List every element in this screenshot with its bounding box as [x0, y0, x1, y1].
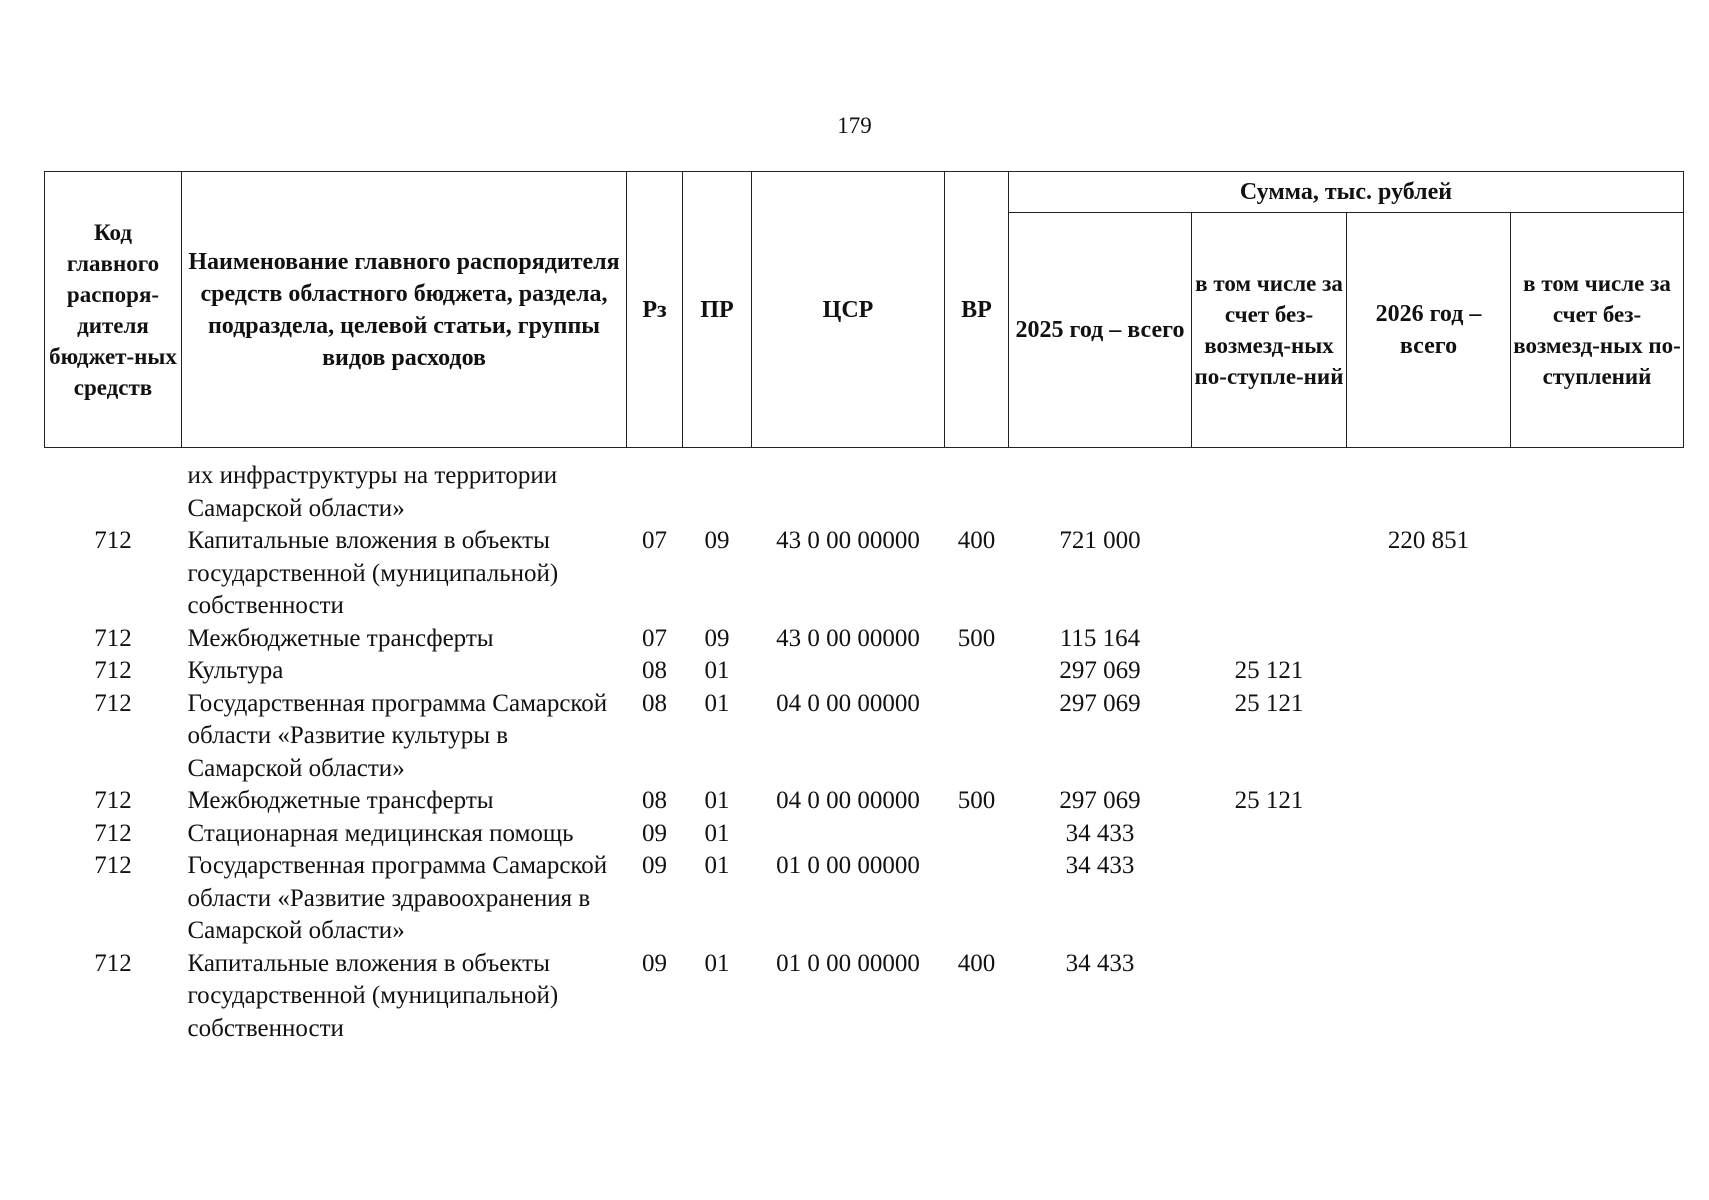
cell-2026-total	[1347, 655, 1511, 688]
cell-csr: 04 0 00 00000	[776, 787, 920, 814]
cell-2025-total: 34 433	[1065, 852, 1135, 879]
cell-csr	[752, 655, 945, 688]
budget-table	[44, 171, 1684, 1045]
cell-2026-gratuitous	[1511, 785, 1684, 818]
cell-2026-total	[1347, 785, 1511, 818]
cell-2026-gratuitous	[1511, 623, 1684, 656]
cell-rz	[627, 448, 683, 526]
header-sum: Сумма, тыс. рублей	[1009, 172, 1684, 213]
cell-2026-gratuitous	[1511, 525, 1684, 623]
cell-2025-total	[1009, 448, 1192, 526]
cell-rz: 07	[642, 527, 667, 554]
cell-2026-gratuitous	[1511, 948, 1684, 1046]
cell-rz: 07	[642, 624, 667, 652]
cell-rz: 09	[642, 949, 667, 977]
cell-2026-total	[1347, 448, 1511, 526]
table-row	[45, 448, 1684, 526]
table-row	[45, 688, 1684, 786]
cell-code: 712	[94, 689, 132, 717]
header-2026-gratuitous: в том числе за счет без-возмезд-ных по-ступлений	[1511, 213, 1684, 448]
cell-rz: 09	[642, 852, 667, 879]
cell-code: 712	[94, 624, 132, 652]
cell-pr: 09	[704, 624, 730, 652]
cell-2025-total: 721 000	[1059, 527, 1141, 554]
cell-pr: 09	[704, 527, 730, 554]
cell-2026-total	[1347, 850, 1511, 948]
cell-csr: 01 0 00 00000	[776, 852, 920, 879]
cell-2025-gratuitous: 25 121	[1234, 787, 1304, 814]
cell-pr: 01	[704, 949, 730, 977]
cell-code: 712	[94, 949, 132, 977]
header-pr: ПР	[683, 172, 752, 448]
cell-pr	[683, 448, 752, 526]
cell-2026-gratuitous	[1511, 850, 1684, 948]
cell-vr	[945, 655, 1009, 688]
cell-2025-gratuitous	[1192, 818, 1347, 851]
cell-pr: 01	[704, 787, 730, 814]
cell-pr: 01	[704, 657, 730, 684]
cell-name: их инфраструктуры на территории Самарской области»	[187, 462, 558, 522]
header-2025-gratuitous: в том числе за счет без-возмезд-ных по-ступле-ний	[1192, 213, 1347, 448]
cell-name: Стационарная медицинская помощь	[187, 819, 574, 847]
table-body	[45, 448, 1684, 1046]
cell-vr	[945, 688, 1009, 786]
cell-2026-total	[1347, 688, 1511, 786]
cell-2025-total: 297 069	[1059, 689, 1141, 717]
cell-2025-total: 115 164	[1059, 624, 1141, 652]
table-row	[45, 785, 1684, 818]
cell-pr: 01	[704, 819, 730, 847]
cell-vr: 500	[957, 787, 996, 814]
table-row	[45, 818, 1684, 851]
table-row	[45, 655, 1684, 688]
cell-name: Государственная программа Самарской области «Развитие здравоохранения в Самарской области»	[187, 852, 608, 944]
cell-2025-total: 34 433	[1065, 949, 1135, 977]
cell-name: Межбюджетные трансферты	[187, 624, 494, 652]
cell-csr	[752, 448, 945, 526]
table-row	[45, 850, 1684, 948]
cell-2026-gratuitous	[1511, 655, 1684, 688]
cell-2026-total: 220 851	[1387, 527, 1470, 554]
cell-csr: 01 0 00 00000	[776, 949, 920, 977]
cell-rz: 08	[642, 657, 667, 684]
cell-code	[45, 448, 182, 526]
cell-2025-gratuitous	[1192, 948, 1347, 1046]
cell-2025-total: 34 433	[1065, 819, 1135, 847]
cell-vr: 500	[957, 624, 996, 652]
cell-name: Государственная программа Самарской области «Развитие культуры в Самарской области»	[187, 689, 608, 782]
cell-2025-gratuitous: 25 121	[1234, 657, 1304, 684]
cell-name: Капитальные вложения в объекты государственной (муниципальной) собственности	[187, 527, 559, 619]
cell-2026-gratuitous	[1511, 448, 1684, 526]
cell-2025-total: 297 069	[1059, 657, 1141, 684]
table-row	[45, 623, 1684, 656]
header-2025-total: 2025 год – всего	[1009, 213, 1192, 448]
cell-2025-gratuitous	[1192, 623, 1347, 656]
cell-vr	[945, 850, 1009, 948]
table-row	[45, 525, 1684, 623]
cell-code: 712	[94, 657, 132, 684]
cell-code: 712	[94, 527, 132, 554]
header-csr: ЦСР	[752, 172, 945, 448]
cell-2026-total	[1347, 623, 1511, 656]
cell-vr: 400	[957, 527, 996, 554]
cell-csr: 43 0 00 00000	[776, 527, 920, 554]
header-code: Код главного распоря-дителя бюджет-ных средств	[45, 172, 182, 448]
table-header	[45, 172, 1684, 448]
cell-vr	[945, 818, 1009, 851]
cell-pr: 01	[704, 689, 730, 717]
cell-pr: 01	[704, 852, 730, 879]
cell-code: 712	[94, 852, 132, 879]
cell-vr: 400	[957, 949, 996, 977]
cell-2026-total	[1347, 948, 1511, 1046]
cell-rz: 08	[642, 689, 667, 717]
cell-csr: 04 0 00 00000	[776, 689, 920, 717]
cell-2025-gratuitous	[1192, 448, 1347, 526]
cell-name: Межбюджетные трансферты	[187, 787, 494, 814]
header-2026-total: 2026 год – всего	[1347, 213, 1511, 448]
cell-2025-total: 297 069	[1059, 787, 1141, 814]
cell-2025-gratuitous	[1192, 850, 1347, 948]
cell-2025-gratuitous: 25 121	[1234, 689, 1304, 717]
cell-name: Культура	[187, 657, 284, 684]
cell-code: 712	[94, 787, 132, 814]
cell-rz: 09	[642, 819, 667, 847]
header-name: Наименование главного распорядителя средств областного бюджета, раздела, подраздела, целевой статьи, группы видов расходов	[182, 172, 627, 448]
cell-2026-total	[1347, 818, 1511, 851]
cell-csr: 43 0 00 00000	[776, 624, 920, 652]
cell-rz: 08	[642, 787, 667, 814]
cell-csr	[752, 818, 945, 851]
cell-2025-gratuitous	[1192, 525, 1347, 623]
table-row	[45, 948, 1684, 1046]
cell-vr	[945, 448, 1009, 526]
header-vr: ВР	[945, 172, 1009, 448]
cell-2026-gratuitous	[1511, 688, 1684, 786]
header-rz: Рз	[627, 172, 683, 448]
cell-2026-gratuitous	[1511, 818, 1684, 851]
cell-code: 712	[94, 819, 132, 847]
page-number: 179	[837, 113, 872, 138]
cell-name: Капитальные вложения в объекты государственной (муниципальной) собственности	[187, 949, 559, 1042]
